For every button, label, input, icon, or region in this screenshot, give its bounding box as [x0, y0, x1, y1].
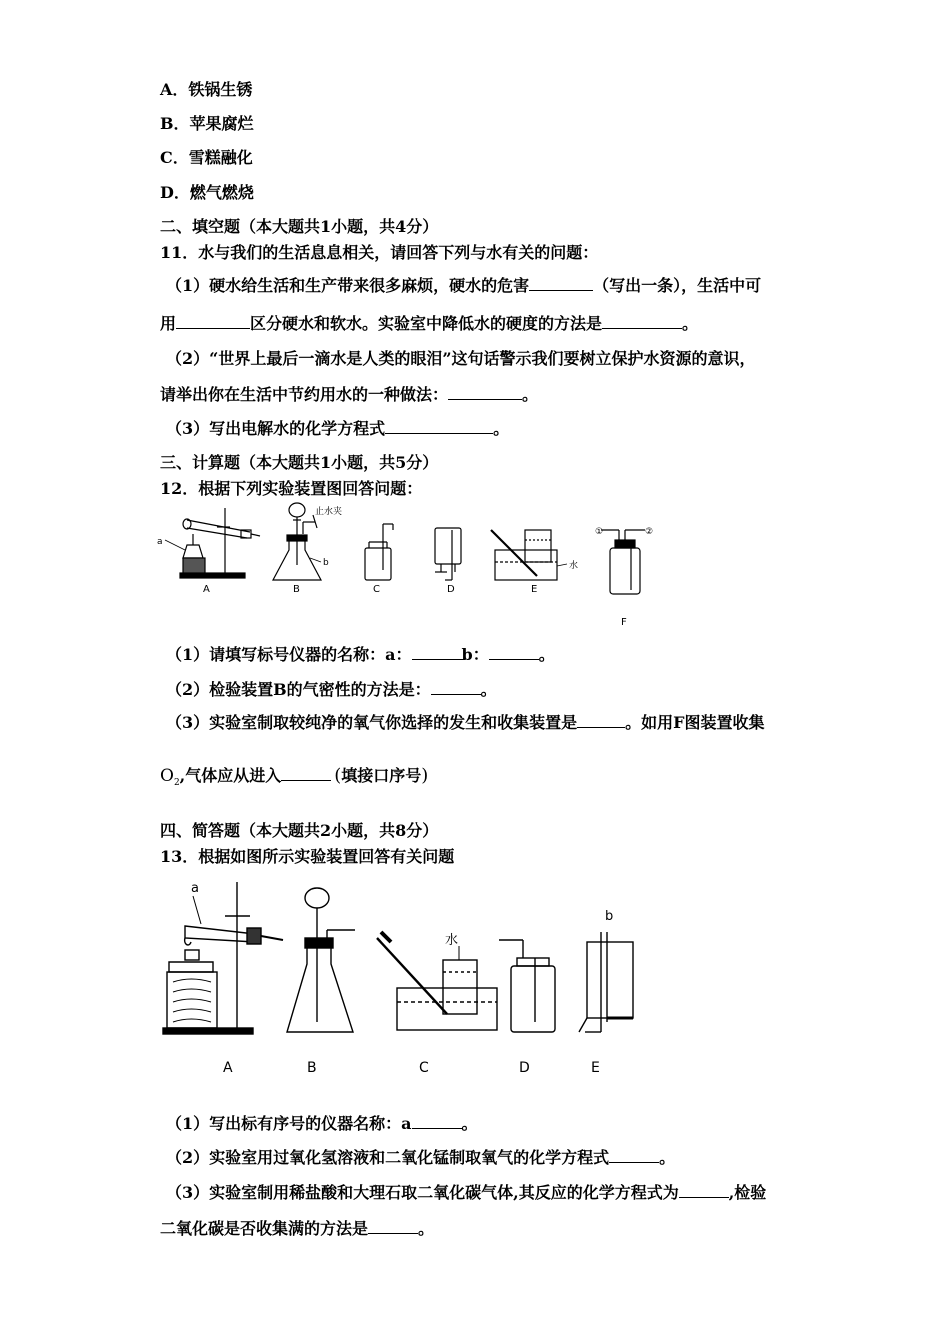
q12-paren-right: ): [421, 765, 429, 786]
q13-blank-1[interactable]: [412, 1114, 462, 1129]
q11-p1-text-b: （写出一条），生活中可: [593, 276, 762, 295]
q11-p1-text-d: 区分硬水和软水。实验室中降低水的硬度的方法是: [250, 314, 603, 333]
q13-fig-label: A: [223, 1060, 233, 1076]
q12-apparatus-c: [365, 524, 393, 580]
q12-p3-text-b: 。如用F图装置收集: [625, 713, 765, 732]
q11-part2-line1: （2）“世界上最后一滴水是人类的眼泪”这句话警示我们要树立保护水资源的意识，: [166, 349, 756, 368]
q12-blank-2[interactable]: [489, 645, 539, 660]
q13-label-water: 水: [445, 933, 459, 948]
q11-part2-line2: [160, 382, 538, 405]
q13-p3-text-a: （3）实验室制用稀盐酸和大理石取二氧化碳气体,其反应的化学方程式为: [166, 1183, 679, 1202]
q13-p3-text-c: 二氧化碳是否收集满的方法是: [160, 1219, 369, 1238]
q12-apparatus-figure: [155, 500, 675, 635]
q13-label-b: b: [605, 909, 614, 924]
q13-part3-line1: [166, 1180, 766, 1203]
q12-blank-4[interactable]: [577, 713, 625, 728]
q11-blank-3[interactable]: [602, 314, 682, 329]
q12-p4-text-a: ,气体应从进入: [179, 766, 282, 785]
q12-apparatus-d: [435, 528, 461, 580]
q12-p1-text-c: 。: [538, 645, 555, 664]
q12-p1-text-b: b：: [461, 645, 489, 664]
q11-blank-4[interactable]: [448, 385, 522, 400]
q13-apparatus-figure: [155, 872, 655, 1082]
q12-port-2: ②: [645, 527, 654, 537]
q13-p3-text-b: ,检验: [728, 1183, 767, 1202]
q11-stem: 11．水与我们的生活息息相关，请回答下列与水有关的问题：: [160, 243, 599, 262]
q13-apparatus-b: [287, 888, 355, 1032]
q12-p4-text-b: 填接口序号: [341, 766, 422, 785]
option-c: C．雪糕融化: [160, 148, 253, 167]
q13-part2: [166, 1145, 675, 1168]
q12-fig-label: A: [203, 584, 210, 595]
q13-p2-text-b: 。: [659, 1148, 676, 1167]
q13-p1-text-a: （1）写出标有序号的仪器名称：a: [166, 1114, 412, 1133]
q12-blank-5[interactable]: [281, 766, 331, 781]
section-short-answer-heading: 四、简答题（本大题共2小题，共8分）: [160, 821, 439, 840]
q12-part3: [166, 710, 765, 733]
q12-label-clip: 止水夹: [315, 507, 343, 517]
q13-p2-text-a: （2）实验室用过氧化氢溶液和二氧化锰制取氧气的化学方程式: [166, 1148, 610, 1167]
q11-p2-text-b: 请举出你在生活中节约用水的一种做法：: [160, 385, 449, 404]
q13-apparatus-c: [377, 932, 497, 1030]
q12-fig-label: D: [447, 584, 455, 595]
q12-blank-1[interactable]: [412, 645, 462, 660]
option-b: B．苹果腐烂: [160, 114, 254, 133]
q13-fig-label: C: [419, 1060, 429, 1076]
q12-label-b: b: [323, 558, 329, 568]
q11-p1-text-a: （1）硬水给生活和生产带来很多麻烦，硬水的危害: [166, 276, 530, 295]
q12-p3-text-a: （3）实验室制取较纯净的氧气你选择的发生和收集装置是: [166, 713, 578, 732]
q13-label-a: a: [191, 881, 199, 896]
q13-apparatus-a: [163, 882, 283, 1034]
q11-p1-text-e: 。: [682, 314, 699, 333]
q12-part4: [160, 763, 428, 788]
q13-blank-3[interactable]: [679, 1183, 729, 1198]
q11-p2-text-c: 。: [522, 385, 539, 404]
q11-p1-text-c: 用: [160, 314, 177, 333]
q12-paren-left: (: [334, 765, 342, 786]
q12-p1-text-a: （1）请填写标号仪器的名称：a：: [166, 645, 412, 664]
q12-p2-text-a: （2）检验装置B的气密性的方法是：: [166, 680, 431, 699]
q11-blank-2[interactable]: [176, 314, 250, 329]
q12-fig-label: E: [531, 584, 538, 595]
q11-blank-1[interactable]: [529, 276, 593, 291]
q12-blank-3[interactable]: [431, 680, 481, 695]
q12-part2: [166, 677, 497, 700]
q12-fig-label: C: [373, 584, 380, 595]
q13-p1-text-b: 。: [461, 1114, 478, 1133]
q13-fig-label: E: [591, 1060, 600, 1076]
q13-apparatus-e: [579, 932, 633, 1032]
q12-label-a: a: [157, 537, 163, 547]
q12-o-subscript: 2: [173, 778, 180, 789]
q11-p3-text-b: 。: [493, 419, 510, 438]
q11-part3: [166, 416, 509, 439]
q12-apparatus-f: [601, 530, 645, 594]
section-fill-blank-heading: 二、填空题（本大题共1小题，共4分）: [160, 217, 439, 236]
q12-o-symbol: O: [160, 766, 174, 786]
q13-apparatus-d: [499, 940, 555, 1032]
section-calc-heading: 三、计算题（本大题共1小题，共5分）: [160, 453, 439, 472]
q12-fig-label: F: [621, 617, 627, 628]
q12-apparatus-a: [165, 508, 260, 578]
q11-blank-5[interactable]: [385, 419, 493, 434]
q12-port-1: ①: [595, 527, 604, 537]
q13-blank-4[interactable]: [368, 1219, 418, 1234]
q12-part1: [166, 642, 555, 665]
q13-fig-label: B: [307, 1060, 317, 1076]
q13-stem: 13．根据如图所示实验装置回答有关问题: [160, 847, 455, 866]
q13-fig-label: D: [519, 1060, 530, 1076]
q12-label-water: 水: [569, 561, 579, 571]
q13-part1: [166, 1111, 478, 1134]
q12-apparatus-e: [491, 530, 567, 580]
q11-part1-line2: [160, 311, 698, 334]
q12-apparatus-b: [273, 503, 321, 580]
q11-part1-line1: [166, 273, 761, 296]
q13-part3-line2: [160, 1216, 434, 1239]
q12-stem: 12．根据下列实验装置图回答问题：: [160, 479, 423, 498]
q12-p2-text-b: 。: [480, 680, 497, 699]
q13-p3-text-d: 。: [418, 1219, 435, 1238]
option-a: A．铁锅生锈: [160, 80, 253, 99]
q11-p3-text-a: （3）写出电解水的化学方程式: [166, 419, 386, 438]
option-d: D．燃气燃烧: [160, 183, 254, 202]
q13-blank-2[interactable]: [609, 1148, 659, 1163]
q12-fig-label: B: [293, 584, 300, 595]
